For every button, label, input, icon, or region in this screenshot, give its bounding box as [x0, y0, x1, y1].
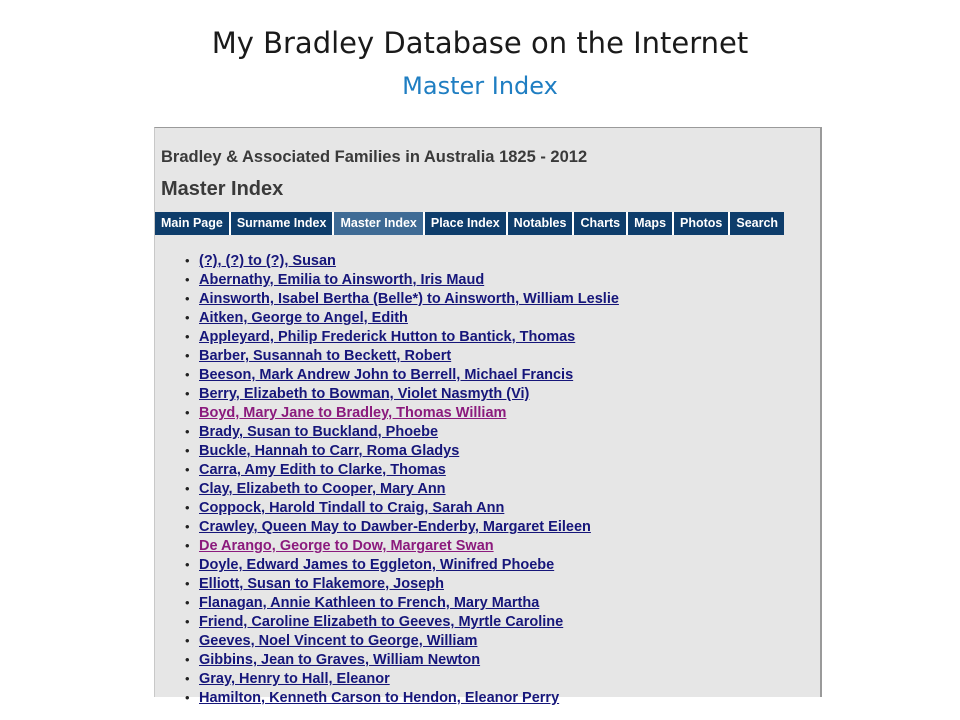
- list-item: [185, 555, 619, 574]
- list-item: [185, 498, 619, 517]
- tab-notables[interactable]: Notables: [508, 212, 573, 235]
- tab-photos[interactable]: Photos: [674, 212, 728, 235]
- index-link[interactable]: Clay, Elizabeth to Cooper, Mary Ann: [199, 481, 446, 497]
- tab-master-index[interactable]: Master Index: [334, 212, 422, 235]
- bullet-icon: •: [185, 500, 190, 515]
- webpage-screenshot: [154, 127, 822, 706]
- list-item: [185, 422, 619, 441]
- list-item: [185, 612, 619, 631]
- index-link[interactable]: Boyd, Mary Jane to Bradley, Thomas William: [199, 405, 507, 421]
- list-item: [185, 365, 619, 384]
- bullet-icon: •: [185, 652, 190, 667]
- list-item: [185, 479, 619, 498]
- list-item: [185, 669, 619, 688]
- bullet-icon: •: [185, 424, 190, 439]
- bullet-icon: •: [185, 367, 190, 382]
- bullet-icon: •: [185, 272, 190, 287]
- index-link[interactable]: Barber, Susannah to Beckett, Robert: [199, 348, 452, 364]
- list-item: [185, 460, 619, 479]
- list-item: [185, 650, 619, 669]
- index-link[interactable]: Flanagan, Annie Kathleen to French, Mary Martha: [199, 595, 540, 611]
- list-item: [185, 403, 619, 422]
- list-item: [185, 441, 619, 460]
- bullet-icon: •: [185, 253, 190, 268]
- index-link[interactable]: Brady, Susan to Buckland, Phoebe: [199, 424, 439, 440]
- index-link[interactable]: (?), (?) to (?), Susan: [199, 253, 336, 269]
- index-link[interactable]: Berry, Elizabeth to Bowman, Violet Nasmyth (Vi): [199, 386, 530, 402]
- index-link[interactable]: Buckle, Hannah to Carr, Roma Gladys: [199, 443, 460, 459]
- index-link[interactable]: De Arango, George to Dow, Margaret Swan: [199, 538, 494, 554]
- index-link[interactable]: Gray, Henry to Hall, Eleanor: [199, 671, 390, 687]
- bullet-icon: •: [185, 405, 190, 420]
- nav-bar: [155, 212, 784, 235]
- list-item: [185, 631, 619, 650]
- bullet-icon: •: [185, 310, 190, 325]
- slide-subtitle: Master Index: [402, 72, 558, 100]
- tab-search[interactable]: Search: [730, 212, 784, 235]
- index-link[interactable]: Elliott, Susan to Flakemore, Joseph: [199, 576, 444, 592]
- bullet-icon: •: [185, 671, 190, 686]
- bullet-icon: •: [185, 614, 190, 629]
- bullet-icon: •: [185, 386, 190, 401]
- list-item: [185, 384, 619, 403]
- index-link[interactable]: Hamilton, Kenneth Carson to Hendon, Eleanor Perry: [199, 690, 560, 706]
- list-item: [185, 270, 619, 289]
- list-item: [185, 251, 619, 270]
- bullet-icon: •: [185, 291, 190, 306]
- index-link[interactable]: Coppock, Harold Tindall to Craig, Sarah Ann: [199, 500, 505, 516]
- index-link[interactable]: Aitken, George to Angel, Edith: [199, 310, 408, 326]
- list-item: [185, 289, 619, 308]
- slide-title: My Bradley Database on the Internet: [211, 26, 749, 60]
- tab-place-index[interactable]: Place Index: [425, 212, 506, 235]
- list-item: [185, 688, 619, 707]
- tab-charts[interactable]: Charts: [574, 212, 626, 235]
- index-link[interactable]: Doyle, Edward James to Eggleton, Winifred Phoebe: [199, 557, 555, 573]
- bullet-icon: •: [185, 348, 190, 363]
- list-item: [185, 593, 619, 612]
- list-item: [185, 346, 619, 365]
- page-heading: Master Index: [161, 178, 284, 200]
- bullet-icon: •: [185, 443, 190, 458]
- bullet-icon: •: [185, 519, 190, 534]
- index-link[interactable]: Beeson, Mark Andrew John to Berrell, Michael Francis: [199, 367, 574, 383]
- tab-main-page[interactable]: Main Page: [155, 212, 229, 235]
- list-item: [185, 308, 619, 327]
- bullet-icon: •: [185, 481, 190, 496]
- index-link[interactable]: Friend, Caroline Elizabeth to Geeves, Myrtle Caroline: [199, 614, 564, 630]
- bullet-icon: •: [185, 462, 190, 477]
- index-link[interactable]: Abernathy, Emilia to Ainsworth, Iris Maud: [199, 272, 485, 288]
- index-link[interactable]: Crawley, Queen May to Dawber-Enderby, Margaret Eileen: [199, 519, 591, 535]
- list-item: [185, 327, 619, 346]
- bullet-icon: •: [185, 633, 190, 648]
- list-item: [185, 517, 619, 536]
- bullet-icon: •: [185, 329, 190, 344]
- list-item: [185, 574, 619, 593]
- index-link[interactable]: Gibbins, Jean to Graves, William Newton: [199, 652, 481, 668]
- index-link[interactable]: Ainsworth, Isabel Bertha (Belle*) to Ainsworth, William Leslie: [199, 291, 619, 307]
- bullet-icon: •: [185, 576, 190, 591]
- index-link[interactable]: Carra, Amy Edith to Clarke, Thomas: [199, 462, 446, 478]
- tab-maps[interactable]: Maps: [628, 212, 672, 235]
- index-link[interactable]: Geeves, Noel Vincent to George, William: [199, 633, 478, 649]
- bullet-icon: •: [185, 538, 190, 553]
- site-title: Bradley & Associated Families in Australia 1825 - 2012: [161, 148, 588, 166]
- bullet-icon: •: [185, 595, 190, 610]
- index-link[interactable]: Appleyard, Philip Frederick Hutton to Bantick, Thomas: [199, 329, 576, 345]
- master-index-list: [185, 251, 619, 707]
- bullet-icon: •: [185, 557, 190, 572]
- tab-surname-index[interactable]: Surname Index: [231, 212, 333, 235]
- bullet-icon: •: [185, 690, 190, 705]
- list-item: [185, 536, 619, 555]
